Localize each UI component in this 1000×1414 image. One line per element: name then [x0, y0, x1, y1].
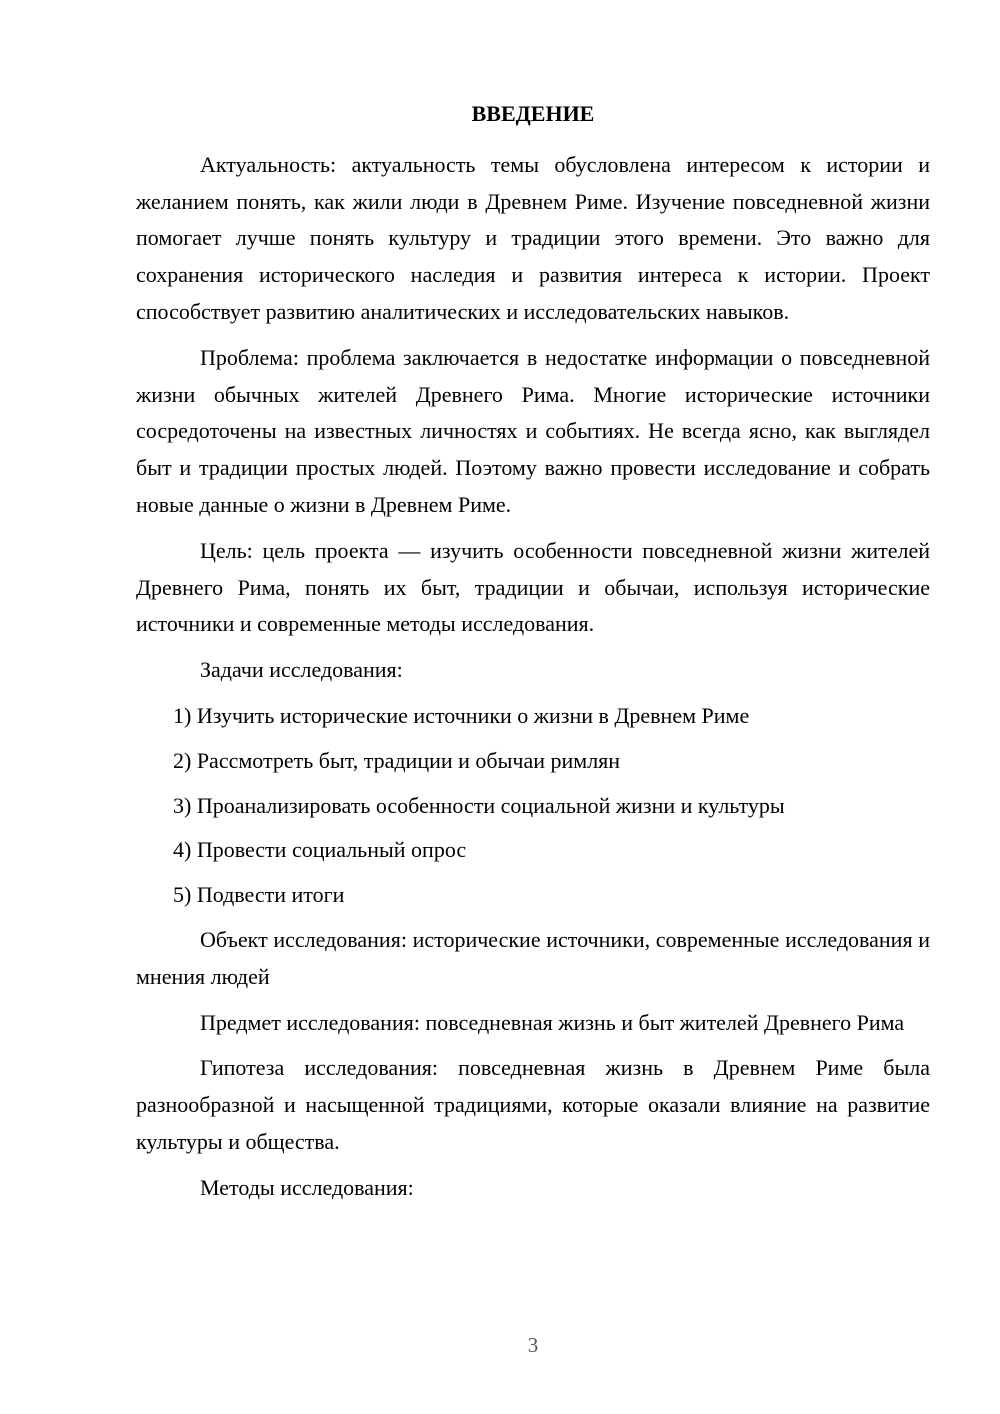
task-item-3: 3) Проанализировать особенности социальной жизни и культуры: [173, 792, 785, 818]
task-item-1: 1) Изучить исторические источники о жизни в Древнем Риме: [173, 702, 750, 728]
task-item-2: 2) Рассмотреть быт, традиции и обычаи римлян: [173, 747, 621, 773]
task-item-5: 5) Подвести итоги: [173, 882, 345, 908]
paragraph-relevance: Актуальность: актуальность темы обусловлена интересом к истории и желанием понять, как жили люди в Древнем Риме. Изучение повседневной жизни помогает лучше понять культуру и традиции этого времени. Это важно для сохранения исторического наследия и развития интереса к истории. Проект способствует развитию аналитических и исследовательских навыков.: [136, 151, 930, 324]
tasks-list: [136, 698, 930, 914]
page-number: 3: [527, 1333, 539, 1357]
tasks-heading: Задачи исследования:: [200, 657, 403, 683]
paragraph-object: Объект исследования: исторические источники, современные исследования и мнения людей: [136, 926, 930, 989]
paragraph-goal: Цель: цель проекта — изучить особенности повседневной жизни жителей Древнего Рима, понять их быт, традиции и обычаи, используя исторические источники и современные методы исследования.: [136, 537, 930, 637]
page-title: ВВЕДЕНИЕ: [471, 101, 595, 126]
paragraph-subject: Предмет исследования: повседневная жизнь и быт жителей Древнего Рима: [200, 1009, 905, 1035]
methods-heading: Методы исследования:: [200, 1174, 414, 1200]
paragraph-hypothesis: Гипотеза исследования: повседневная жизнь в Древнем Риме была разнообразной и насыщенной традициями, которые оказали влияние на развитие культуры и общества.: [136, 1055, 930, 1154]
task-item-4: 4) Провести социальный опрос: [173, 837, 467, 863]
paragraph-problem: Проблема: проблема заключается в недостатке информации о повседневной жизни обычных жителей Древнего Рима. Многие исторические источники сосредоточены на известных личностях и событиях. Не всегда ясно, как выглядел быт и традиции простых людей. Поэтому важно провести исследование и собрать новые данные о жизни в Древнем Риме.: [136, 344, 930, 517]
